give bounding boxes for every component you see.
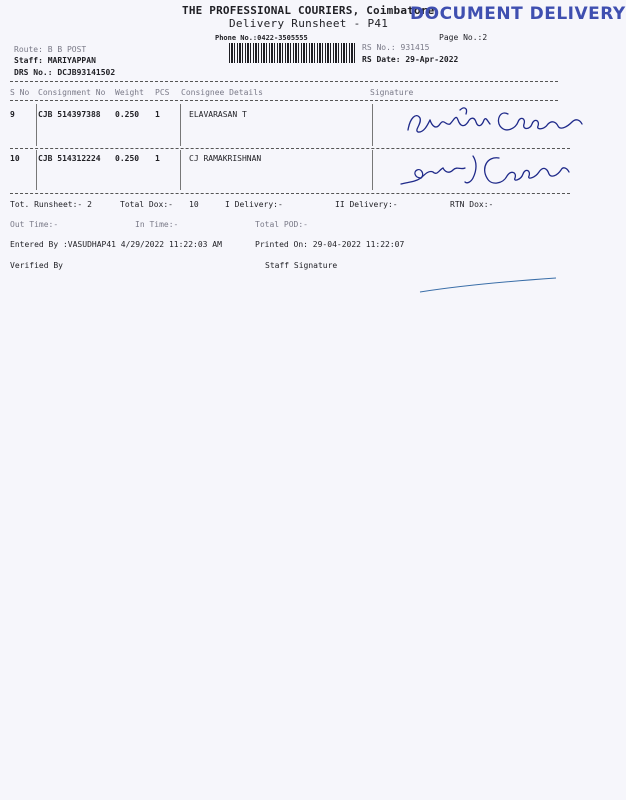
barcode — [229, 43, 356, 63]
document-delivery-stamp: DOCUMENT DELIVERY — [410, 4, 626, 24]
row-pcs: 1 — [155, 110, 160, 119]
company-title: THE PROFESSIONAL COURIERS, Coimbatore — [182, 4, 435, 17]
col-header-weight: Weight — [115, 88, 144, 97]
column-divider — [372, 150, 373, 190]
column-divider — [36, 104, 37, 146]
recipient-signature-image — [400, 100, 590, 140]
out-time: Out Time:- — [10, 220, 59, 229]
second-delivery: II Delivery:- — [335, 200, 398, 209]
row-consignee: CJ RAMAKRISHNAN — [189, 154, 262, 163]
column-divider — [180, 150, 181, 190]
row-sno: 10 — [10, 154, 20, 163]
row-sno: 9 — [10, 110, 15, 119]
column-divider — [180, 104, 181, 146]
recipient-signature-image — [395, 148, 585, 192]
rs-number: RS No.: 931415 — [362, 43, 430, 52]
runsheet-subtitle: Delivery Runsheet - P41 — [229, 17, 389, 30]
column-divider — [36, 150, 37, 190]
staff-name: Staff: MARIYAPPAN — [14, 56, 96, 65]
staff-signature-label: Staff Signature — [265, 261, 338, 270]
row-consignment: CJB 514397388 — [38, 110, 101, 119]
total-runsheet: Tot. Runsheet:- 2 — [10, 200, 92, 209]
drs-number: DRS No.: DCJB93141502 — [14, 68, 116, 77]
row-consignment: CJB 514312224 — [38, 154, 101, 163]
col-header-signature: Signature — [370, 88, 414, 97]
row-consignee: ELAVARASAN T — [189, 110, 247, 119]
column-divider — [372, 104, 373, 146]
row-weight: 0.250 — [115, 110, 140, 119]
route: Route: B B POST — [14, 45, 87, 54]
first-delivery: I Delivery:- — [225, 200, 283, 209]
row-pcs: 1 — [155, 154, 160, 163]
staff-signature-stroke — [418, 274, 558, 294]
entered-by: Entered By :VASUDHAP41 4/29/2022 11:22:03 AM — [10, 240, 222, 249]
col-header-consignee: Consignee Details — [181, 88, 263, 97]
col-header-consignment: Consignment No — [38, 88, 106, 97]
total-dox-label: Total Dox:- — [120, 200, 173, 209]
header-rule-top — [10, 81, 558, 82]
table-bottom-rule — [10, 193, 570, 194]
verified-by: Verified By — [10, 261, 63, 270]
printed-on: Printed On: 29-04-2022 11:22:07 — [255, 240, 405, 249]
col-header-sno: S No — [10, 88, 30, 97]
total-dox-value: 10 — [189, 200, 199, 209]
row-weight: 0.250 — [115, 154, 140, 163]
rs-date: RS Date: 29-Apr-2022 — [362, 55, 459, 64]
total-pod: Total POD:- — [255, 220, 308, 229]
col-header-pcs: PCS — [155, 88, 170, 97]
rtn-dox: RTN Dox:- — [450, 200, 494, 209]
page-number: Page No.:2 — [439, 33, 488, 42]
phone-number: Phone No.:0422-3505555 — [215, 34, 308, 42]
in-time: In Time:- — [135, 220, 179, 229]
